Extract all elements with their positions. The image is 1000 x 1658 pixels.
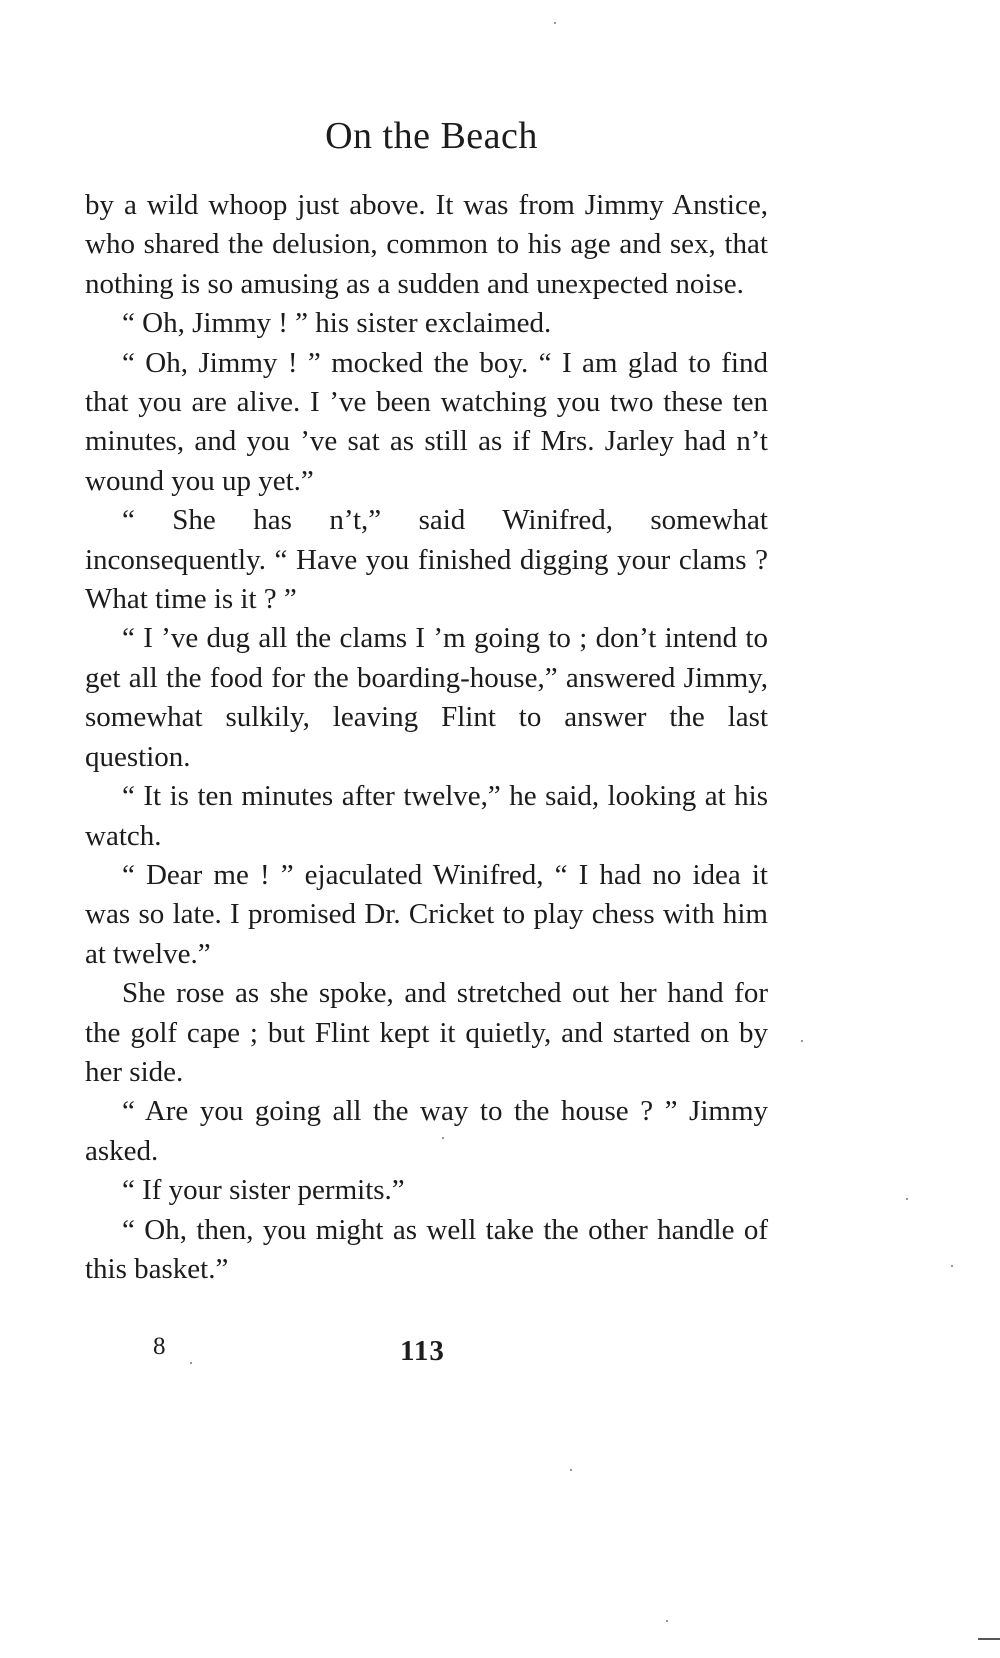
paragraph: “ She has n’t,” said Winifred, somewhat inconsequently. “ Have you finished digging your clams ? What time is it ? ” bbox=[85, 504, 768, 616]
paragraph: “ Oh, Jimmy ! ” his sister exclaimed. bbox=[122, 307, 552, 340]
paragraph-continuation: by a wild whoop just above. It was from Jimmy Anstice, who shared the delusion, common to his age and sex, that nothing is so amusing as a sudden and unexpected noise. bbox=[85, 189, 768, 300]
paper-speck bbox=[801, 1040, 803, 1042]
page-number: 113 bbox=[400, 1335, 445, 1367]
paragraph: “ Oh, then, you might as well take the other handle of this basket.” bbox=[85, 1213, 768, 1285]
paragraph: “ Dear me ! ” ejaculated Winifred, “ I had no idea it was so late. I promised Dr. Cricket to play chess with him at twelve.” bbox=[85, 858, 768, 970]
paragraph: “ Oh, Jimmy ! ” mocked the boy. “ I am glad to find that you are alive. I ’ve been watching you two these ten minutes, and you ’ve sat as still as if Mrs. Jarley had n’t wound you up yet.” bbox=[85, 346, 768, 497]
running-head: On the Beach bbox=[325, 115, 538, 157]
paper-speck bbox=[554, 22, 556, 24]
paragraph: “ I ’ve dug all the clams I ’m going to ; don’t intend to get all the food for the boarding-house,” answered Jimmy, somewhat sulkily, leaving Flint to answer the last question. bbox=[85, 622, 768, 773]
paper-speck bbox=[190, 1362, 192, 1364]
signature-mark: 8 bbox=[153, 1333, 166, 1360]
paragraph: “ It is ten minutes after twelve,” he said, looking at his watch. bbox=[85, 780, 768, 852]
paragraph: “ Are you going all the way to the house ? ” Jimmy asked. bbox=[85, 1095, 768, 1167]
paragraph: “ If your sister permits.” bbox=[122, 1174, 405, 1207]
paper-speck bbox=[951, 1265, 953, 1267]
paper-speck bbox=[570, 1469, 572, 1471]
body-text bbox=[85, 186, 768, 1289]
paper-speck bbox=[666, 1620, 668, 1622]
paper-speck bbox=[906, 1198, 908, 1200]
paper-speck bbox=[442, 1137, 444, 1139]
paragraph: She rose as she spoke, and stretched out her hand for the golf cape ; but Flint kept it quietly, and started on by her side. bbox=[85, 977, 768, 1088]
edge-mark bbox=[978, 1638, 1000, 1640]
